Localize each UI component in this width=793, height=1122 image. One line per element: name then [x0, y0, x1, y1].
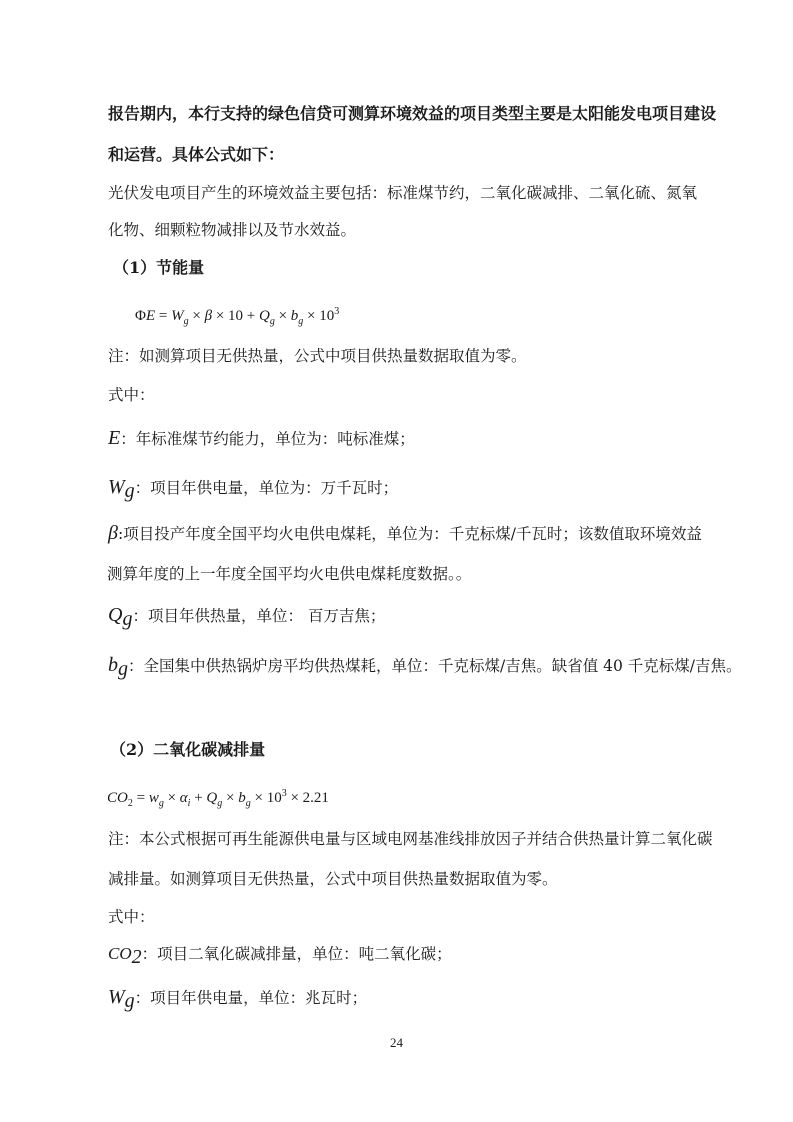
intro-line-1: 报告期内，本行支持的绿色信贷可测算环境效益的项目类型主要是太阳能发电项目建设	[108, 104, 717, 123]
def-Q: $Q_g$：项目年供热量，单位： 百万吉焦；	[108, 604, 386, 631]
section-2-note-line-1: 注：本公式根据可再生能源供电量与区域电网基准线排放因子并结合供热量计算二氧化碳	[108, 830, 713, 848]
section-1-note: 注：如测算项目无供热量，公式中项目供热量数据取值为零。	[108, 347, 527, 365]
intro-line-3: 光伏发电项目产生的环境效益主要包括：标准煤节约，二氧化碳减排、二氧化硫、氮氧	[108, 184, 698, 202]
def-E: E：年标准煤节约能力，单位为：吨标准煤；	[108, 427, 415, 449]
co2-formula: $CO_2 = w_g \times \alpha_i + Q_g \times b_g \times 10^3 \times 2.21$	[107, 788, 329, 809]
intro-line-2: 和运营。具体公式如下：	[108, 145, 285, 164]
section-2-note-line-2: 减排量。如测算项目无供热量，公式中项目供热量数据取值为零。	[108, 870, 558, 888]
section-1-heading: （1）节能量	[113, 258, 205, 277]
def-W-2: $W_g$：项目年供电量，单位：兆瓦时；	[108, 986, 368, 1013]
def-b: $b_g$：全国集中供热锅炉房平均供热煤耗，单位：千克标煤/吉焦。缺省值 40 千克标煤/吉焦。	[108, 654, 742, 681]
intro-line-4: 化物、细颗粒物减排以及节水效益。	[108, 221, 357, 239]
def-beta-line-2: 测算年度的上一年度全国平均火电供电煤耗度数据。。	[107, 565, 472, 583]
def-beta-line-1: β:项目投产年度全国平均火电供电煤耗，单位为：千克标煤/千瓦时；该数值取环境效益	[108, 522, 702, 544]
section-2-heading: （2）二氧化碳减排量	[110, 740, 266, 759]
def-CO2: $CO_2$：项目二氧化碳减排量，单位：吨二氧化碳；	[108, 944, 452, 969]
section-2-where: 式中：	[108, 908, 155, 926]
section-1-where: 式中：	[108, 386, 155, 404]
page-number: 24	[390, 1035, 403, 1050]
energy-saving-formula: $\Phi E = W_g \times \beta \times 10 + Q_g \times b_g \times 10^3$	[135, 306, 340, 327]
def-W: $W_g$：项目年供电量，单位为：万千瓦时；	[108, 476, 399, 503]
